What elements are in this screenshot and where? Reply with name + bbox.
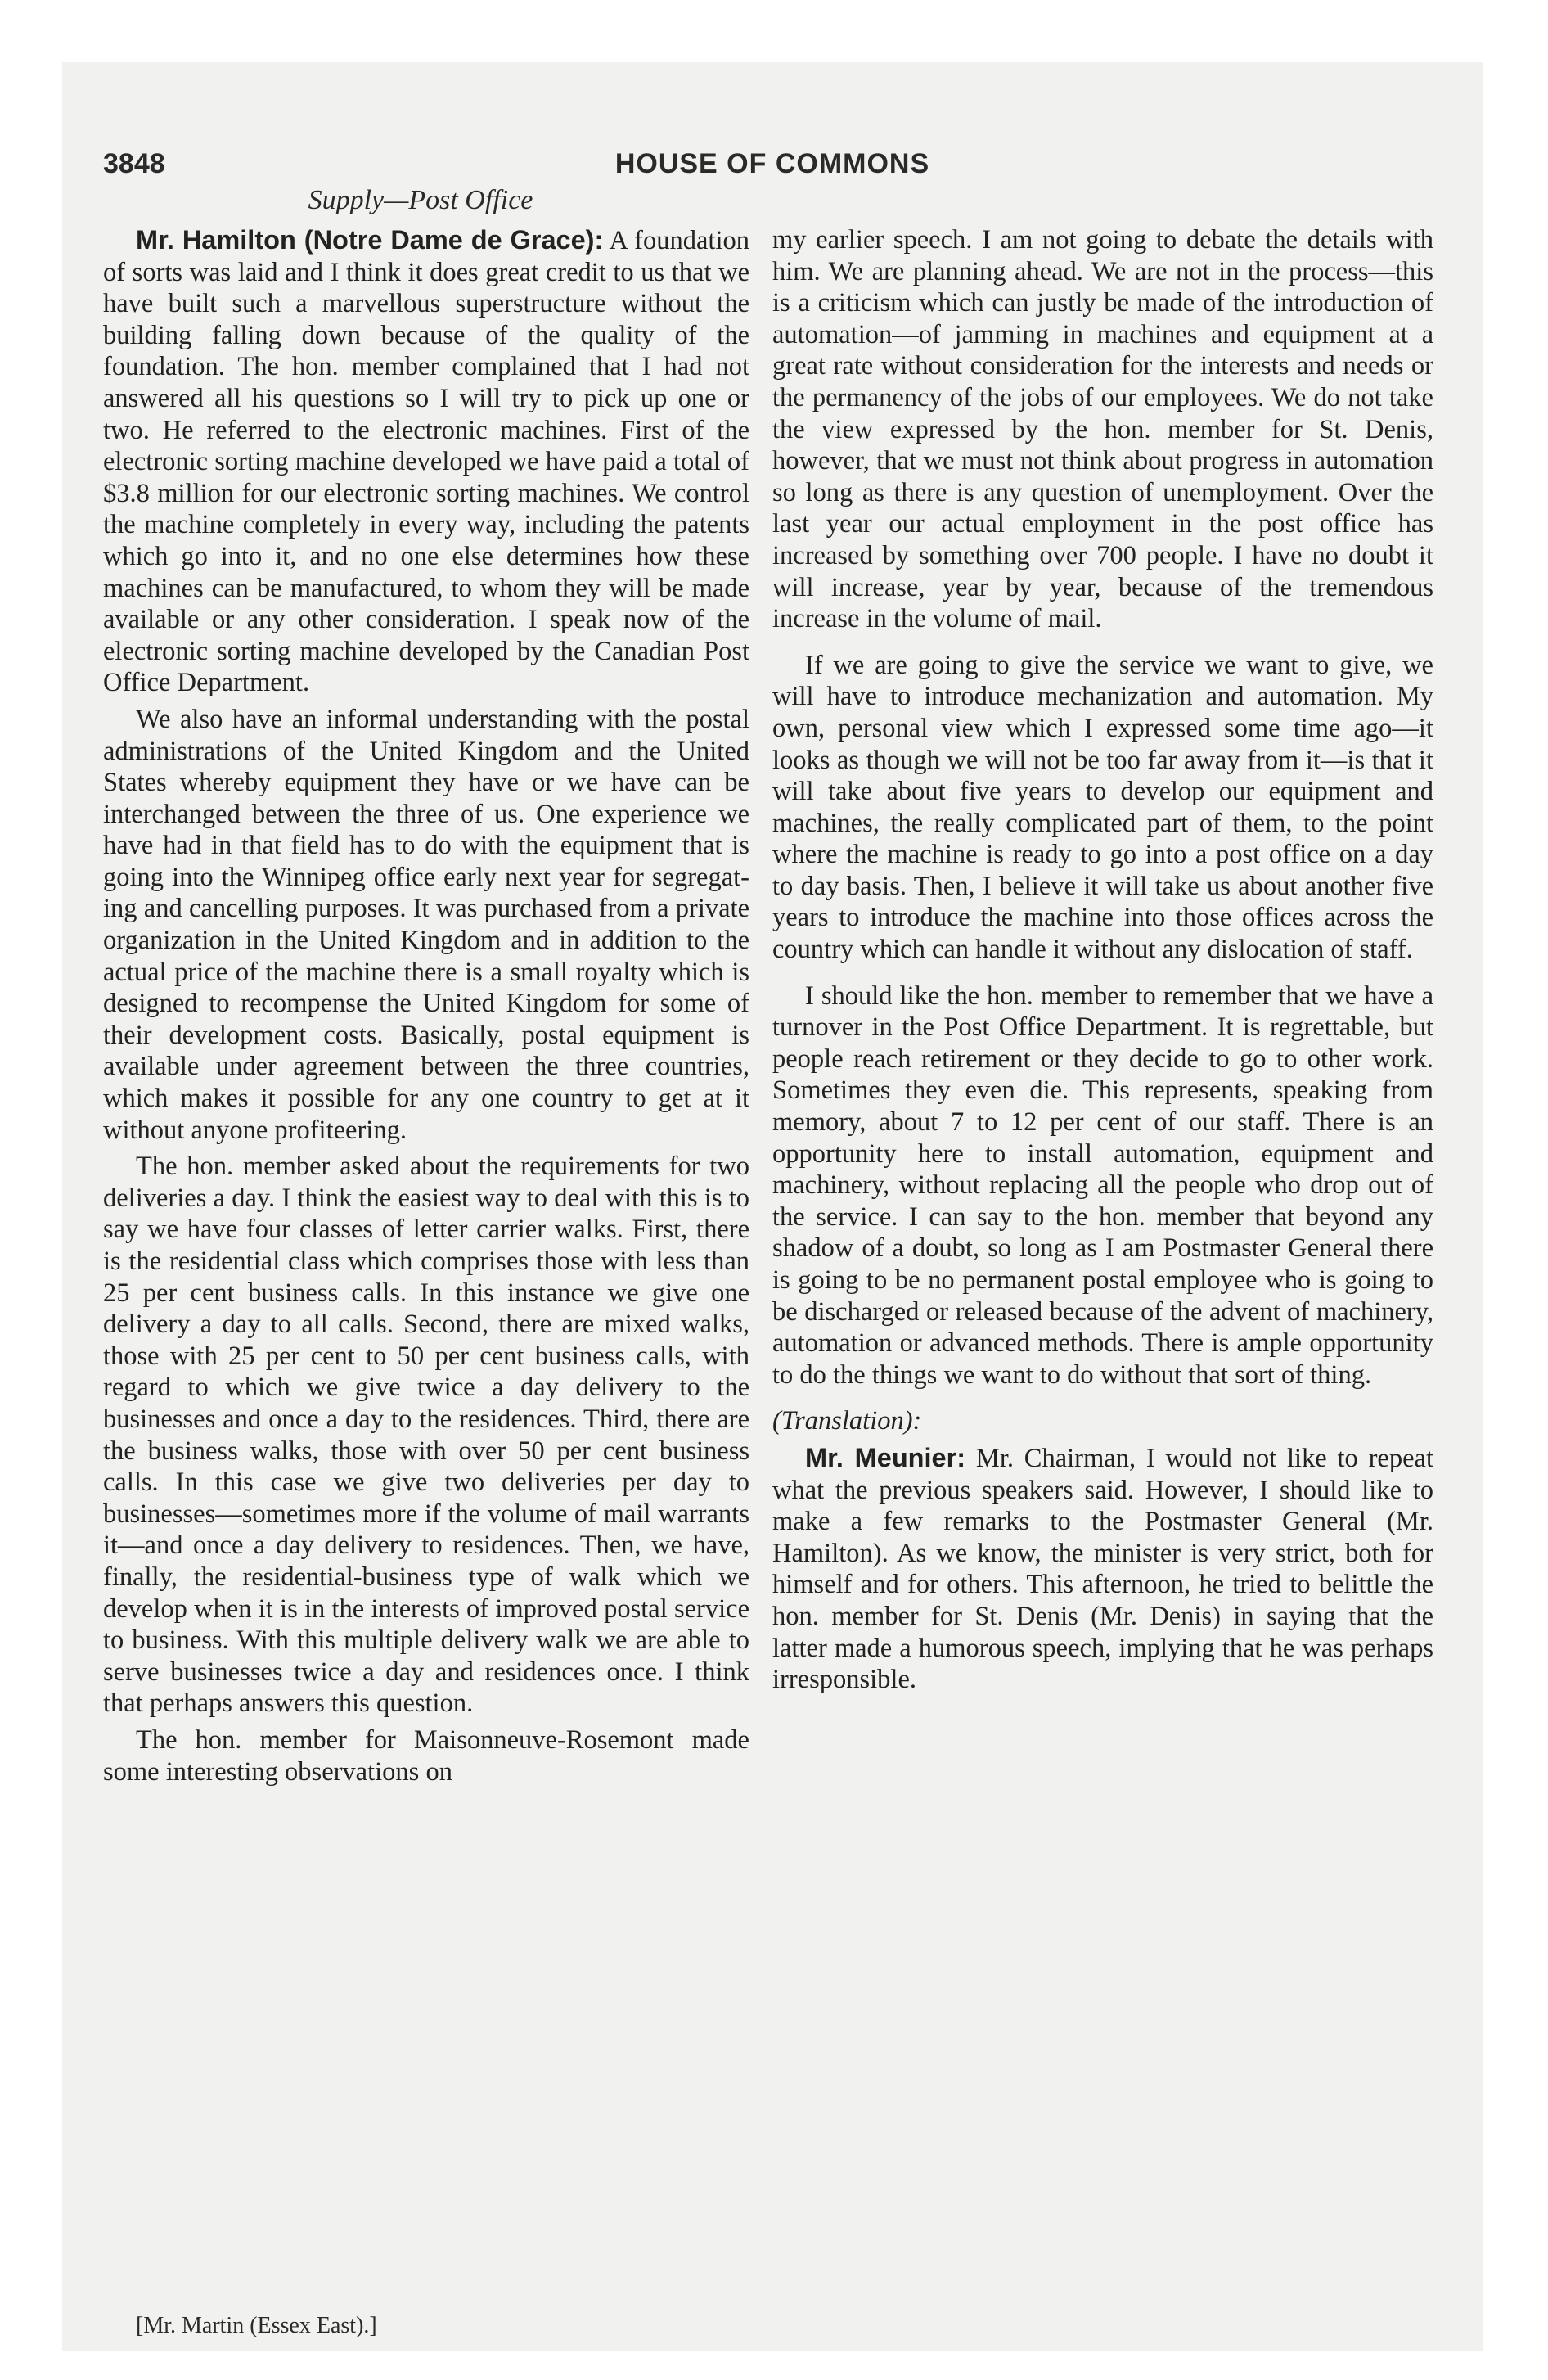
page-header	[103, 148, 1442, 189]
paragraph-text: Mr. Chairman, I would not like to repeat what the previous speakers said. However, I should like to make a few remarks to the Postmaster General (Mr. Hamilton). As we know, the minister is very strict, both for himself and for others. This afternoon, he tried to belittle the hon. member for St. Denis (Mr. Denis) in saying that the latter made a humorous speech, implying that he was perhaps irresponsible.	[772, 1443, 1433, 1695]
paragraph: my earlier speech. I am not going to debate the details with him. We are planning ahead. We are not in the process—this is a criticism which can justly be made of the introduction of automation—of jamming in machines and equipment at a great rate without consideration for the interests and needs or the permanency of the jobs of our employees. We do not take the view expressed by the hon. member for St. Denis, however, that we must not think about progress in automation so long as there is any question of unemployment. Over the last year our actual employment in the post office has increased by something over 700 people. I have no doubt it will increase, year by year, because of the tremendous increase in the volume of mail.	[772, 225, 1433, 634]
paragraph: The hon. member for Maisonneuve-Rosemont made some interesting observations on	[103, 1724, 749, 1787]
footer-note: [Mr. Martin (Essex East).]	[136, 2313, 377, 2338]
left-column	[103, 224, 749, 1787]
speaker-name: Mr. Meunier:	[805, 1442, 966, 1472]
paragraph-text: A foundation of sorts was laid and I think it does great credit to us that we have built such a marvellous superstructure without the building falling down because of the quality of the foundation. The hon. member complained that I had not answered all his questions so I will try to pick up one or two. He referred to the electronic machines. First of the electronic sorting machine developed we have paid a total of $3.8 million for our electronic sorting machines. We control the machine completely in every way, including the patents which go into it, and no one else determines how these machines can be manufactured, to whom they will be made available or any other consideration. I speak now of the electronic sorting machine developed by the Canadian Post Office Department.	[103, 226, 749, 698]
document-page	[62, 62, 1483, 2351]
speaker-name: Mr. Hamilton (Notre Dame de Grace):	[136, 225, 604, 255]
paragraph: If we are going to give the service we want to give, we will have to introduce mechanization and automation. My own, personal view which I expressed some time ago—it looks as though we will not be too far away from it—is that it will take about five years to develop our equipment and machines, the really complicated part of them, to the point where the machine is ready to go into a post office on a day to day basis. Then, I believe it will take us about another five years to introduce the machine into those offices across the country which can handle it without any dislocation of staff.	[772, 650, 1433, 965]
right-column	[772, 224, 1433, 1696]
running-title: HOUSE OF COMMONS	[614, 148, 930, 179]
page-number: 3848	[103, 148, 165, 179]
section-subheading: Supply—Post Office	[308, 185, 533, 215]
paragraph: I should like the hon. member to remember that we have a turnover in the Post Office Department. It is regrettable, but people reach retirement or they decide to go to other work. Sometimes they even die. This represents, speaking from memory, about 7 to 12 per cent of our staff. There is an opportunity here to install automation, equipment and machinery, without replacing all the people who drop out of the service. I can say to the hon. member that beyond any shadow of a doubt, so long as I am Postmaster General there is going to be no permanent postal employee who is going to be discharged or released because of the advent of machinery, automation or advanced methods. There is ample opportunity to do the things we want to do without that sort of thing.	[772, 980, 1433, 1390]
paragraph: The hon. member asked about the requirements for two deliveries a day. I think the easiest way to deal with this is to say we have four classes of letter carrier walks. First, there is the residential class which comprises those with less than 25 per cent business calls. In this instance we give one delivery a day to all calls. Second, there are mixed walks, those with 25 per cent to 50 per cent business calls, with regard to which we give twice a day delivery to the businesses and once a day to the residences. Third, there are the business walks, those with over 50 per cent business calls. In this case we give two deliveries per day to businesses—sometimes more if the volume of mail warrants it—and once a day delivery to residences. Then, we have, finally, the residential-business type of walk which we develop when it is in the interests of improved postal service to business. With this multiple delivery walk we are able to serve businesses twice a day and residences once. I think that perhaps answers this question.	[103, 1152, 749, 1719]
paragraph: We also have an informal understanding with the postal administrations of the United Kingdom and the United States whereby equipment they have or we have can be interchanged between the three of us. One experience we have had in that field has to do with the equipment that is going into the Winnipeg office early next year for segregating and cancelling purposes. It was purchased from a private organization in the United Kingdom and in addition to the actual price of the machine there is a small royalty which is designed to recompense the United Kingdom for some of their development costs. Basically, postal equipment is available under agreement between the three countries, which makes it possible for any one country to get at it without anyone profiteering.	[103, 704, 749, 1145]
translation-label: (Translation):	[772, 1406, 922, 1436]
paragraph	[772, 1442, 1433, 1696]
paragraph	[103, 224, 749, 699]
